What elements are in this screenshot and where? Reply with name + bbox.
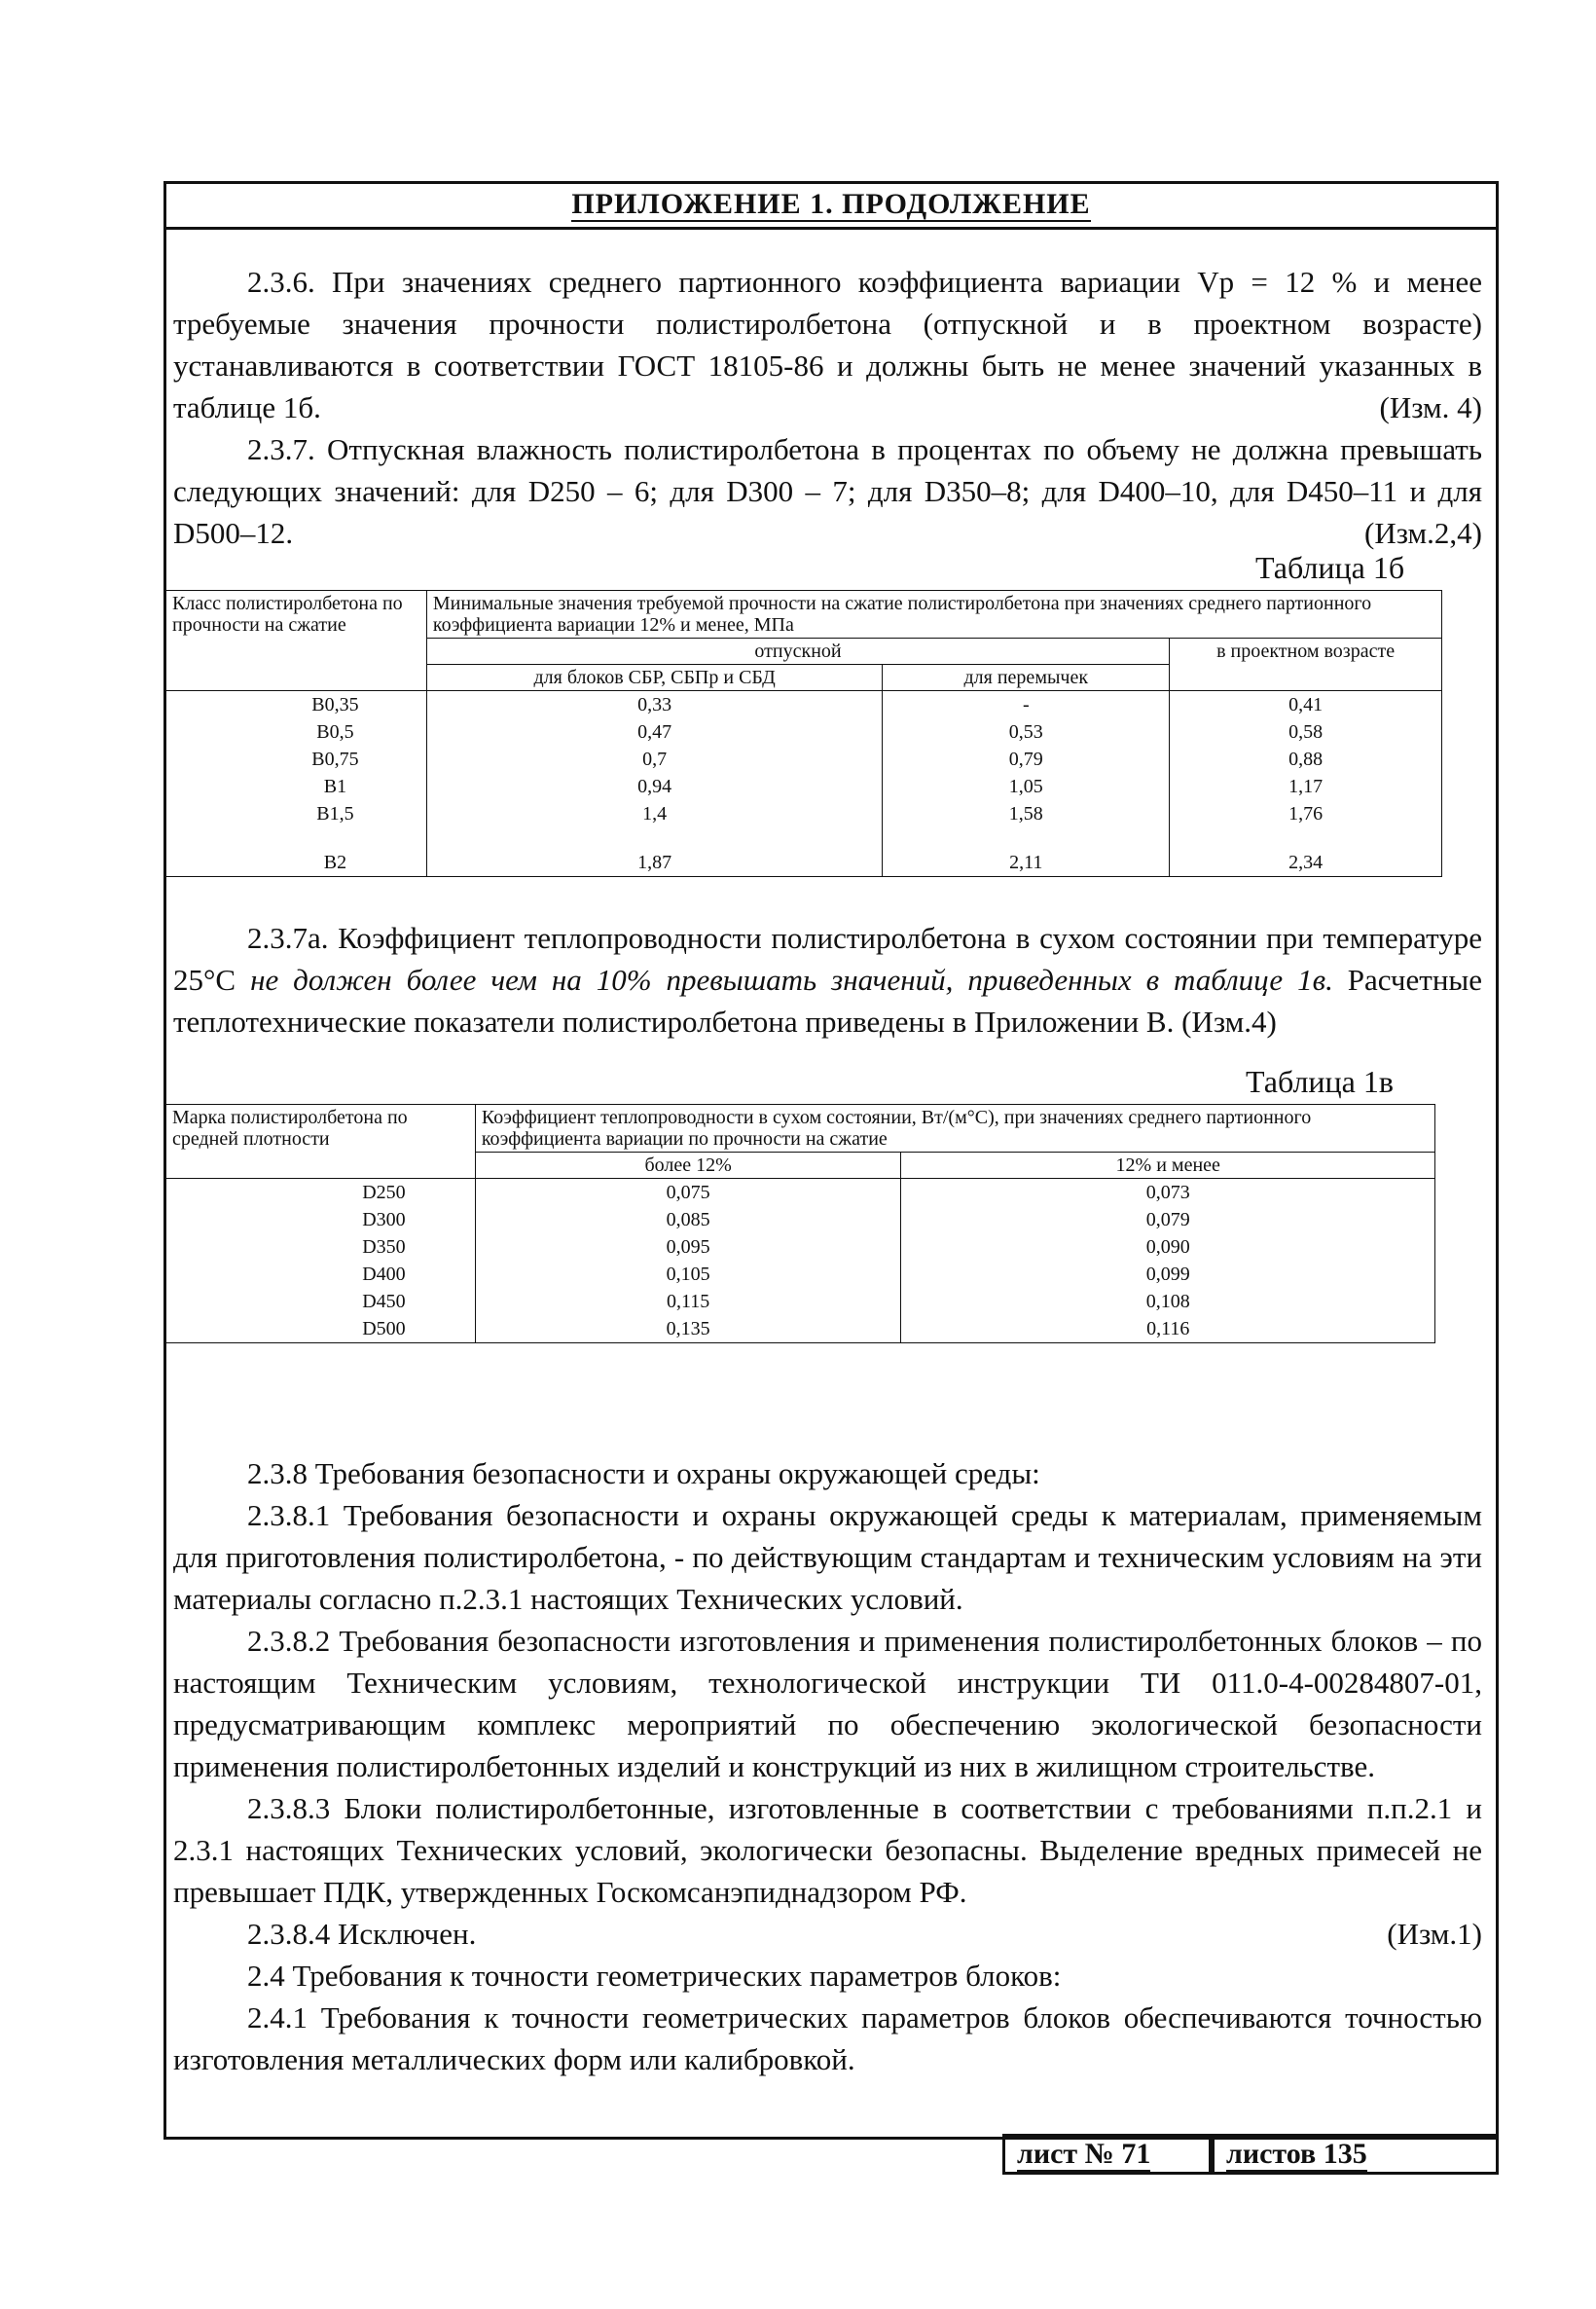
table-1v: [165, 1104, 1435, 1343]
class-cell: B0,5: [316, 721, 354, 743]
para-2-3-8-1: 2.3.8.1 Требования безопасности и охраны окружающей среды к материалам, применяемым для приготовления полистиролбетона, - по действующим стандартам и техническим условиям на эти материалы согласно п.2.3.1 настоящих Технических условий.: [173, 1498, 1482, 1616]
header-design-age: в проектном возрасте: [1170, 639, 1442, 691]
value-cell: 1,76: [1288, 803, 1324, 825]
mark-cell: D300: [362, 1209, 406, 1230]
para-2-3-8: 2.3.8 Требования безопасности и охраны окружающей среды:: [247, 1456, 1040, 1490]
value-cell: 0,073: [1145, 1182, 1190, 1203]
para-2-3-8-4: 2.3.8.4 Исключен. (Изм.1): [173, 1913, 1482, 1955]
value-cell: 0,090: [1145, 1236, 1190, 1258]
value-cell: 0,33: [637, 694, 672, 715]
value-cell: 0,7: [642, 749, 668, 770]
mark-cell: D500: [362, 1318, 406, 1339]
appendix-header: ПРИЛОЖЕНИЕ 1. ПРОДОЛЖЕНИЕ: [163, 181, 1499, 230]
class-column: [166, 691, 427, 877]
value-cell: 1,05: [1008, 776, 1043, 797]
value-cell: 0,108: [1145, 1291, 1190, 1312]
change-mark: (Изм.2,4): [1364, 516, 1482, 550]
change-mark: (Изм. 4): [1379, 390, 1482, 424]
value-cell: 1,87: [637, 852, 672, 873]
design-column: [1170, 691, 1442, 877]
class-cell: B1,5: [316, 803, 354, 825]
value-cell: 0,095: [666, 1236, 710, 1258]
value-cell: 0,94: [637, 776, 672, 797]
class-cell: B0,75: [311, 749, 359, 770]
text-block-middle: [173, 917, 1482, 1043]
header-over-12: более 12%: [475, 1153, 901, 1179]
para-2-3-6: 2.3.6. При значениях среднего партионного коэффициента вариации Vр = 12 % и менее требуемые значения прочности полистиролбетона (отпускной и в проектном возрасте) устанавливаются в соответствии ГОСТ 18105-86 и должны быть не менее значений указанных в таблице 1б. (Изм. 4): [173, 261, 1482, 428]
blocks-column: [426, 691, 883, 877]
value-cell: 0,115: [667, 1291, 710, 1312]
table-1v-caption: Таблица 1в: [1246, 1064, 1394, 1099]
value-cell: 0,085: [666, 1209, 710, 1230]
text-block-top: [173, 261, 1482, 554]
class-cell: B2: [323, 852, 347, 873]
table-row: [166, 691, 1442, 877]
table-1b-caption: Таблица 1б: [1255, 550, 1405, 585]
value-cell: 1,58: [1008, 803, 1043, 825]
header-under-12: 12% и менее: [901, 1153, 1435, 1179]
value-cell: -: [1022, 694, 1030, 715]
header-lintels: для перемычек: [883, 665, 1170, 691]
para-2-4-1: 2.4.1 Требования к точности геометрических параметров блоков обеспечиваются точностью изготовления металлических форм или калибровкой.: [173, 2000, 1482, 2076]
value-cell: 0,079: [1145, 1209, 1190, 1230]
mark-cell: D450: [362, 1291, 406, 1312]
value-cell: 2,34: [1288, 852, 1324, 873]
value-cell: 0,53: [1008, 721, 1043, 743]
value-cell: 0,47: [637, 721, 672, 743]
mark-cell: D350: [362, 1236, 406, 1258]
header-release: отпускной: [426, 639, 1169, 665]
mark-cell: D250: [362, 1182, 406, 1203]
table-row: [166, 1179, 1435, 1343]
value-cell: 0,135: [666, 1318, 710, 1339]
text-block-bottom: [173, 1452, 1482, 2080]
value-cell: 0,075: [666, 1182, 710, 1203]
value-cell: 1,17: [1288, 776, 1324, 797]
value-cell: 0,41: [1288, 694, 1324, 715]
value-cell: 0,105: [666, 1264, 710, 1285]
header-min-strength: Минимальные значения требуемой прочности на сжатие полистиролбетона при значениях среднего партионного коэффициента вариации 12% и менее, МПа: [426, 591, 1441, 639]
para-2-3-8-3: 2.3.8.3 Блоки полистиролбетонные, изготовленные в соответствии с требованиями п.п.2.1 и 2.3.1 настоящих Технических условий, экологически безопасны. Выделение вредных примесей не превышает ПДК, утвержденных Госкомсанэпиднадзором РФ.: [173, 1791, 1482, 1909]
value-cell: 0,099: [1145, 1264, 1190, 1285]
class-cell: B1: [323, 776, 347, 797]
value-cell: 0,116: [1146, 1318, 1190, 1339]
value-cell: 0,88: [1288, 749, 1324, 770]
mark-cell: D400: [362, 1264, 406, 1285]
header-class: Класс полистиролбетона по прочности на сжатие: [166, 591, 427, 691]
value-cell: 1,4: [642, 803, 668, 825]
header-mark: Марка полистиролбетона по средней плотности: [166, 1105, 476, 1179]
header-blocks: для блоков СБР, СБПр и СБД: [426, 665, 883, 691]
value-cell: 0,58: [1288, 721, 1324, 743]
sheets-total: листов 135: [1212, 2134, 1499, 2175]
header-coef: Коэффициент теплопроводности в сухом состоянии, Вт/(м°С), при значениях среднего партионного коэффициента вариации по прочности на сжатие: [475, 1105, 1434, 1153]
table-1b: [165, 590, 1442, 877]
class-cell: B0,35: [311, 694, 359, 715]
lintels-column: [883, 691, 1170, 877]
para-2-4: 2.4 Требования к точности геометрических параметров блоков:: [247, 1959, 1062, 1993]
over-column: [475, 1179, 901, 1343]
para-2-3-7: 2.3.7. Отпускная влажность полистиролбетона в процентах по объему не должна превышать следующих значений: для D250 – 6; для D300 – 7; для D350–8; для D400–10, для D450–11 и для D500–12. (Изм.2,4): [173, 428, 1482, 554]
change-mark: (Изм.1): [1387, 1917, 1482, 1951]
sheet-number: лист № 71: [1002, 2134, 1212, 2175]
para-2-3-8-2: 2.3.8.2 Требования безопасности изготовления и применения полистиролбетонных блоков – по настоящим Техническим условиям, технологической инструкции ТИ 011.0-4-00284807-01, предусматривающим комплекс мероприятий по обеспечению экологической безопасности применения полистиролбетонных изделий и конструкций из них в жилищном строительстве.: [173, 1624, 1482, 1783]
mark-column: [166, 1179, 476, 1343]
para-2-3-7a: 2.3.7а. Коэффициент теплопроводности полистиролбетона в сухом состоянии при температуре 25°С не должен более чем на 10% превышать значений, приведенных в таблице 1в. Расчетные теплотехнические показатели полистиролбетона приведены в Приложении В. (Изм.4): [173, 921, 1483, 1039]
under-column: [901, 1179, 1435, 1343]
value-cell: 0,79: [1008, 749, 1043, 770]
value-cell: 2,11: [1009, 852, 1043, 873]
